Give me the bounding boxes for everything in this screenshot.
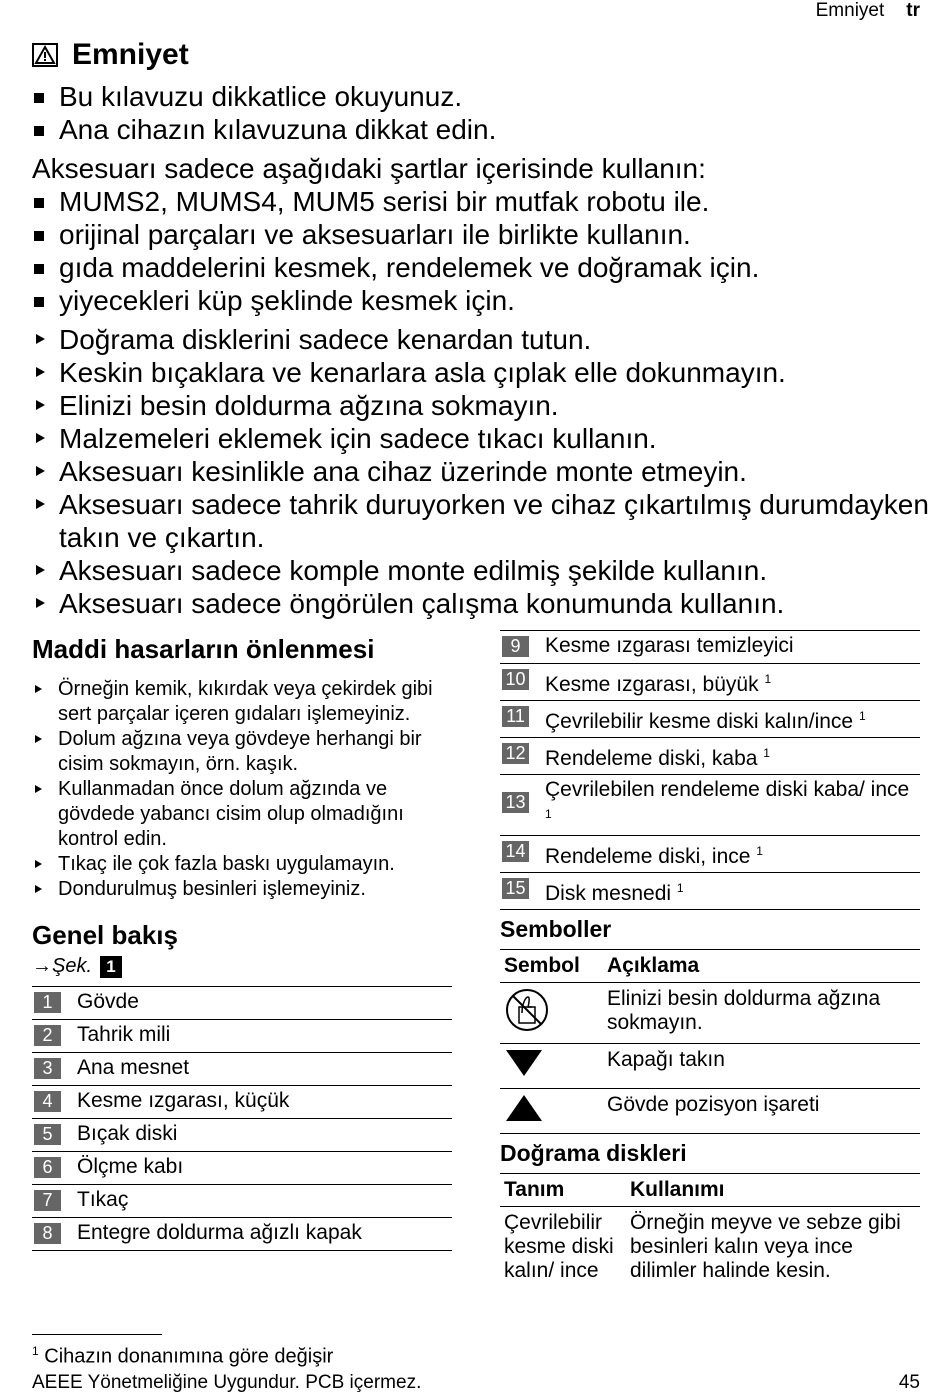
footnote-mark: 1	[763, 746, 770, 760]
part-label: Rendeleme diski, ince	[545, 845, 751, 868]
part-label: Gövde	[77, 990, 139, 1013]
overview-title: Genel bakış	[32, 920, 178, 950]
part-number: 9	[502, 636, 529, 657]
part-label: Kesme ızgarası temizleyici	[545, 634, 794, 657]
safety-heading	[32, 38, 189, 72]
symbols-title: Semboller	[500, 916, 612, 942]
part-number: 11	[502, 706, 529, 727]
footnote-mark: 1	[858, 709, 866, 723]
part-label: Ana mesnet	[77, 1056, 190, 1079]
left-column	[32, 634, 452, 1251]
part-row	[500, 664, 920, 701]
part-label: Kesme ızgarası, küçük	[77, 1089, 290, 1112]
part-number: 10	[502, 669, 529, 690]
page-header	[816, 0, 920, 22]
usage-list	[32, 185, 932, 317]
figure-ref-text: Şek.	[52, 955, 93, 977]
part-label: Rendeleme diski, kaba	[545, 747, 758, 770]
part-row	[500, 701, 920, 738]
intro-list	[32, 80, 932, 146]
no-hand-in-chute-icon	[504, 987, 550, 1033]
symbols-table	[500, 949, 920, 1134]
table-row	[500, 983, 920, 1044]
header-language: tr	[906, 0, 920, 21]
col-name: Tanım	[500, 1174, 626, 1207]
warning-item: Keskin bıçaklara ve kenarlara asla çıplak elle dokunmayın.	[32, 356, 932, 389]
footnote-mark: 1	[676, 881, 684, 895]
figure-number: 1	[100, 956, 122, 978]
part-number: 13	[502, 792, 529, 813]
footnote-mark: 1	[32, 1344, 39, 1358]
list-item: Dondurulmuş besinleri işlemeyiniz.	[32, 877, 452, 902]
col-symbol: Sembol	[500, 950, 603, 983]
safety-title: Emniyet	[72, 38, 189, 71]
warning-icon	[32, 43, 58, 67]
symbol-description: Kapağı takın	[603, 1044, 920, 1089]
table-row	[500, 1207, 920, 1288]
part-number: 12	[502, 743, 529, 764]
warning-item: Elinizi besin doldurma ağzına sokmayın.	[32, 389, 932, 422]
part-label: Kesme ızgarası, büyük	[545, 673, 759, 696]
arrow-right-icon: →	[32, 955, 52, 977]
warning-item: Aksesuarı sadece tahrik duruyorken ve cihaz çıkartılmış durumdayken takın ve çıkartın.	[32, 488, 932, 554]
triangle-down-icon	[504, 1048, 544, 1078]
warning-item: Malzemeleri eklemek için sadece tıkacı kullanın.	[32, 422, 932, 455]
table-header	[500, 1174, 920, 1207]
triangle-up-icon	[504, 1093, 544, 1123]
col-description: Açıklama	[603, 950, 920, 983]
part-number: 6	[34, 1157, 61, 1178]
part-number: 8	[34, 1223, 61, 1244]
part-row	[500, 836, 920, 873]
part-label: Çevrilebilen rendeleme diski kaba/ ince	[545, 778, 910, 801]
symbol-cell	[500, 983, 603, 1044]
footnote-text: Cihazın donanımına göre değişir	[44, 1345, 334, 1368]
disc-use: Örneğin meyve ve sebze gibi besinleri kalın veya ince dilimler halinde kesin.	[630, 1211, 901, 1282]
damage-list	[32, 677, 452, 902]
part-number: 2	[34, 1025, 61, 1046]
list-item: Örneğin kemik, kıkırdak veya çekirdek gibi sert parçalar içeren gıdaları işlemeyiniz.	[32, 677, 452, 727]
warning-list	[32, 323, 932, 620]
footnote-mark: 1	[545, 807, 552, 821]
part-row	[500, 631, 920, 664]
warning-item: Doğrama disklerini sadece kenardan tutun.	[32, 323, 932, 356]
list-item: orijinal parçaları ve aksesuarları ile birlikte kullanın.	[32, 218, 932, 251]
footnote-mark: 1	[764, 672, 772, 686]
parts-list	[32, 986, 452, 1251]
col-use: Kullanımı	[626, 1174, 920, 1207]
footer-text: AEEE Yönetmeliğine Uygundur. PCB içermez.	[32, 1372, 422, 1393]
part-label: Çevrilebilir kesme diski kalın/ince	[545, 710, 854, 733]
part-number: 3	[34, 1058, 61, 1079]
list-item: Dolum ağzına veya gövdeye herhangi bir cisim sokmayın, örn. kaşık.	[32, 727, 452, 777]
table-row	[500, 1044, 920, 1089]
part-label: Disk mesnedi	[545, 882, 672, 905]
warning-item: Aksesuarı sadece komple monte edilmiş şekilde kullanın.	[32, 554, 932, 587]
warning-item: Aksesuarı kesinlikle ana cihaz üzerinde monte etmeyin.	[32, 455, 932, 488]
part-number: 15	[502, 878, 529, 899]
list-item: MUMS2, MUMS4, MUM5 serisi bir mutfak robotu ile.	[32, 185, 932, 218]
list-item: gıda maddelerini kesmek, rendelemek ve doğramak için.	[32, 251, 932, 284]
part-row	[32, 1119, 452, 1152]
part-row	[500, 738, 920, 775]
header-section: Emniyet	[815, 0, 885, 21]
list-item: Kullanmadan önce dolum ağzında ve gövdede yabancı cisim olup olmadığını kontrol edin.	[32, 777, 452, 852]
symbol-description: Gövde pozisyon işareti	[603, 1089, 920, 1134]
damage-title: Maddi hasarların önlenmesi	[32, 634, 375, 664]
part-row	[32, 1152, 452, 1185]
list-item: yiyecekleri küp şeklinde kesmek için.	[32, 284, 932, 317]
part-row	[32, 1086, 452, 1119]
part-number: 7	[34, 1190, 61, 1211]
part-number: 5	[34, 1124, 61, 1145]
figure-reference	[32, 955, 452, 978]
footnote-mark: 1	[756, 844, 763, 858]
part-row	[500, 873, 920, 910]
part-row	[32, 987, 452, 1020]
table-header	[500, 950, 920, 983]
part-row	[32, 1185, 452, 1218]
disc-name: Çevrilebilir kesme diski kalın/ ince	[504, 1211, 614, 1282]
usage-intro: Aksesuarı sadece aşağıdaki şartlar içerisinde kullanın:	[32, 153, 706, 184]
list-item: Tıkaç ile çok fazla baskı uygulamayın.	[32, 852, 452, 877]
symbol-cell	[500, 1044, 603, 1089]
right-column	[500, 630, 920, 1287]
part-row	[32, 1218, 452, 1251]
part-number: 14	[502, 841, 529, 862]
footnote	[32, 1344, 333, 1369]
list-item: Ana cihazın kılavuzuna dikkat edin.	[32, 113, 932, 146]
symbol-cell	[500, 1089, 603, 1134]
footnote-divider	[32, 1334, 162, 1335]
part-row	[32, 1020, 452, 1053]
part-label: Bıçak diski	[77, 1122, 178, 1145]
part-label: Ölçme kabı	[77, 1155, 184, 1178]
part-label: Tıkaç	[77, 1188, 129, 1211]
page-number: 45	[898, 1372, 920, 1393]
part-row	[32, 1053, 452, 1086]
warning-item: Aksesuarı sadece öngörülen çalışma konumunda kullanın.	[32, 587, 932, 620]
discs-table	[500, 1173, 920, 1287]
part-row	[500, 775, 920, 836]
discs-title: Doğrama diskleri	[500, 1140, 687, 1166]
part-label: Tahrik mili	[77, 1023, 171, 1046]
part-number: 4	[34, 1091, 61, 1112]
parts-list-continued	[500, 630, 920, 910]
safety-section	[32, 80, 932, 620]
part-label: Entegre doldurma ağızlı kapak	[77, 1221, 362, 1244]
table-row	[500, 1089, 920, 1134]
symbol-description: Elinizi besin doldurma ağzına sokmayın.	[603, 983, 920, 1044]
part-number: 1	[34, 992, 61, 1013]
list-item: Bu kılavuzu dikkatlice okuyunuz.	[32, 80, 932, 113]
